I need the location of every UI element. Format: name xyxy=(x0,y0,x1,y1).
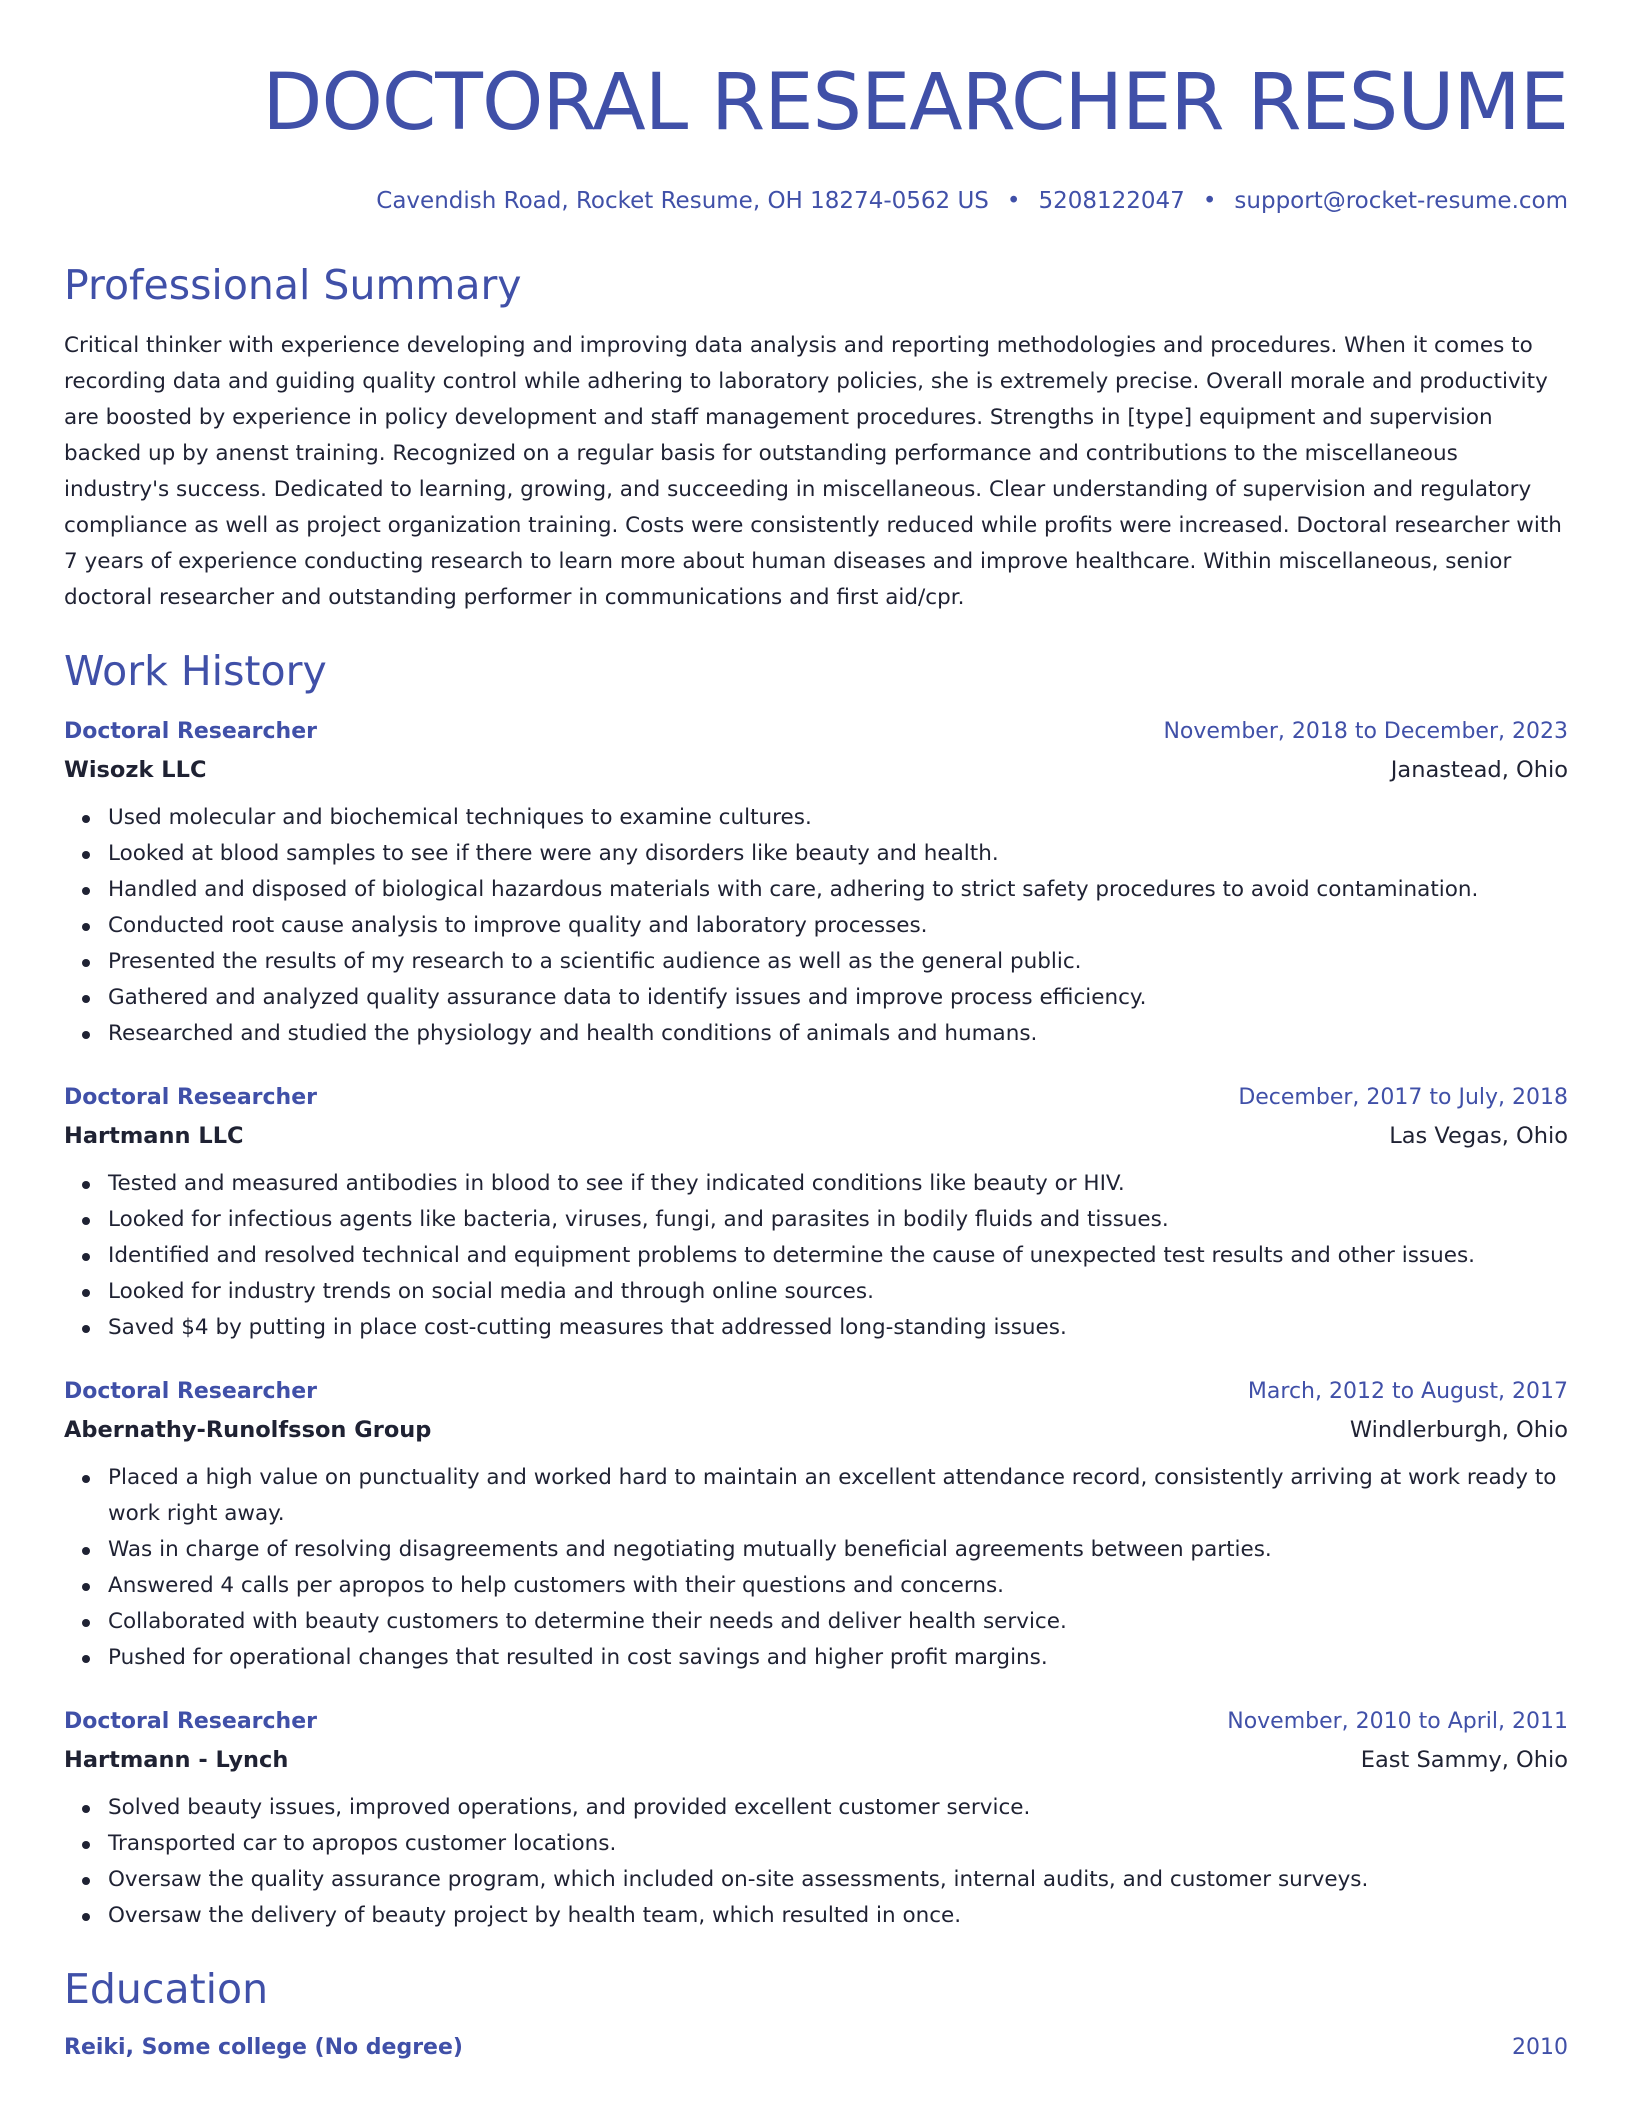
job-title: Doctoral Researcher xyxy=(64,1379,317,1404)
job-dates: December, 2017 to July, 2018 xyxy=(1238,1085,1568,1110)
job-location: Las Vegas, Ohio xyxy=(1389,1123,1568,1149)
job-bullets xyxy=(64,1460,1568,1676)
job-bullet: Collaborated with beauty customers to determine their needs and deliver health service. xyxy=(108,1604,1568,1640)
job-location: Windlerburgh, Ohio xyxy=(1349,1417,1568,1443)
education-entry xyxy=(64,2030,1568,2066)
job-bullet: Identified and resolved technical and equipment problems to determine the cause of unexpected test results and other issues. xyxy=(108,1238,1568,1274)
resume-name: DOCTORAL RESEARCHER RESUME xyxy=(262,58,1568,148)
job-bullet: Oversaw the delivery of beauty project by health team, which resulted in once. xyxy=(108,1898,1568,1934)
job-bullet: Oversaw the quality assurance program, which included on-site assessments, internal audits, and customer surveys. xyxy=(108,1862,1568,1898)
contact-separator: • xyxy=(1202,188,1217,214)
job-title: Doctoral Researcher xyxy=(64,1085,317,1110)
job-bullet: Solved beauty issues, improved operations, and provided excellent customer service. xyxy=(108,1790,1568,1826)
job-company: Wisozk LLC xyxy=(64,757,207,783)
job-bullet: Placed a high value on punctuality and worked hard to maintain an excellent attendance record, consistently arriving at work ready to work right away. xyxy=(108,1460,1568,1532)
job-company: Abernathy-Runolfsson Group xyxy=(64,1417,432,1443)
job-bullet: Looked at blood samples to see if there were any disorders like beauty and health. xyxy=(108,836,1568,872)
job-company: Hartmann LLC xyxy=(64,1123,244,1149)
contact-email: support@rocket-resume.com xyxy=(1234,188,1568,214)
contact-separator: • xyxy=(1006,188,1021,214)
job-dates: November, 2018 to December, 2023 xyxy=(1163,719,1568,744)
resume-header xyxy=(64,0,1568,216)
contact-line xyxy=(64,186,1568,216)
contact-address: Cavendish Road, Rocket Resume, OH 18274-0562 US xyxy=(376,188,989,214)
job-location: Janastead, Ohio xyxy=(1390,757,1568,783)
job-bullet: Saved $4 by putting in place cost-cutting measures that addressed long-standing issues. xyxy=(108,1310,1568,1346)
education-heading: Education xyxy=(64,1965,269,2013)
job-bullet: Gathered and analyzed quality assurance data to identify issues and improve process efficiency. xyxy=(108,980,1568,1016)
job-bullet: Used molecular and biochemical techniques to examine cultures. xyxy=(108,800,1568,836)
summary-text: Critical thinker with experience developing and improving data analysis and reporting methodologies and procedures. When it comes to recording data and guiding quality control while adhering to laboratory policies, she is extremely precise. Overall morale and productivity are boosted by experience in policy development and staff management procedures. Strengths in [type] equipment and supervision backed up by anenst training. Recognized on a regular basis for outstanding performance and contributions to the miscellaneous industry's success. Dedicated to learning, growing, and succeeding in miscellaneous. Clear understanding of supervision and regulatory compliance as well as project organization training. Costs were consistently reduced while profits were increased. Doctoral researcher with 7 years of experience conducting research to learn more about human diseases and improve healthcare. Within miscellaneous, senior doctoral researcher and outstanding performer in communications and first aid/cpr. xyxy=(64,333,1562,610)
job-dates: November, 2010 to April, 2011 xyxy=(1227,1709,1568,1734)
education-year: 2010 xyxy=(1512,2035,1568,2060)
job-bullets xyxy=(64,1166,1568,1346)
job-entry xyxy=(64,1704,1568,1934)
job-bullet: Conducted root cause analysis to improve quality and laboratory processes. xyxy=(108,908,1568,944)
job-entry xyxy=(64,714,1568,1052)
job-bullets xyxy=(64,1790,1568,1934)
job-bullet: Was in charge of resolving disagreements and negotiating mutually beneficial agreements between parties. xyxy=(108,1532,1568,1568)
job-title: Doctoral Researcher xyxy=(64,719,317,744)
job-bullet: Researched and studied the physiology and health conditions of animals and humans. xyxy=(108,1016,1568,1052)
job-company: Hartmann - Lynch xyxy=(64,1747,289,1773)
education-school: Reiki, Some college (No degree) xyxy=(64,2035,463,2060)
job-bullet: Answered 4 calls per apropos to help customers with their questions and concerns. xyxy=(108,1568,1568,1604)
summary-heading: Professional Summary xyxy=(64,261,522,309)
job-dates: March, 2012 to August, 2017 xyxy=(1247,1379,1568,1404)
job-bullet: Handled and disposed of biological hazardous materials with care, adhering to strict safety procedures to avoid contamination. xyxy=(108,872,1568,908)
job-bullet: Looked for infectious agents like bacteria, viruses, fungi, and parasites in bodily fluids and tissues. xyxy=(108,1202,1568,1238)
job-bullet: Presented the results of my research to a scientific audience as well as the general public. xyxy=(108,944,1568,980)
job-bullet: Tested and measured antibodies in blood to see if they indicated conditions like beauty or HIV. xyxy=(108,1166,1568,1202)
job-bullet: Looked for industry trends on social media and through online sources. xyxy=(108,1274,1568,1310)
contact-phone: 5208122047 xyxy=(1038,188,1185,214)
job-bullet: Pushed for operational changes that resulted in cost savings and higher profit margins. xyxy=(108,1640,1568,1676)
job-entry xyxy=(64,1080,1568,1346)
job-title: Doctoral Researcher xyxy=(64,1709,317,1734)
work-history-heading: Work History xyxy=(64,647,327,695)
job-bullet: Transported car to apropos customer locations. xyxy=(108,1826,1568,1862)
job-location: East Sammy, Ohio xyxy=(1360,1747,1568,1773)
job-entry xyxy=(64,1374,1568,1676)
job-bullets xyxy=(64,800,1568,1052)
